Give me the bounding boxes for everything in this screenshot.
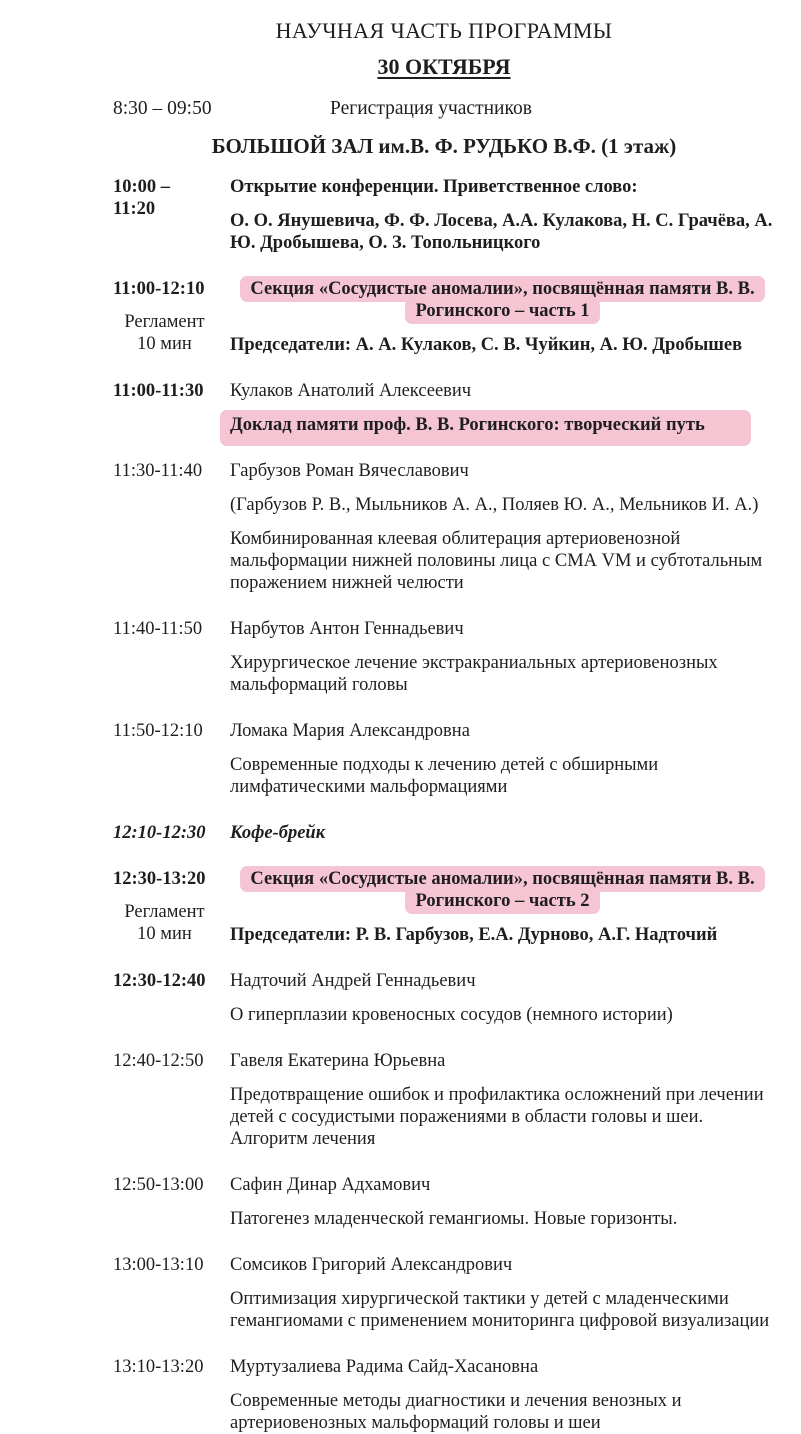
time-range: 12:10-12:30	[113, 823, 206, 843]
schedule-row	[113, 822, 775, 844]
session-title	[230, 278, 775, 322]
time-cell	[113, 822, 230, 844]
regulation-note: Регламент 10 мин	[124, 902, 205, 944]
time-range: 11:00-12:10	[113, 279, 205, 299]
content-cell	[230, 618, 775, 696]
time-cell	[113, 1356, 230, 1434]
content-cell	[230, 176, 775, 254]
hall-title: БОЛЬШОЙ ЗАЛ им.В. Ф. РУДЬКО В.Ф. (1 этаж)	[211, 134, 677, 158]
schedule-row	[113, 868, 775, 946]
time-range: 12:40-12:50	[113, 1051, 204, 1071]
time-range: 12:30-13:20	[113, 869, 206, 889]
talk-title: Хирургическое лечение экстракраниальных артериовенозных мальформаций головы	[230, 653, 718, 695]
time-range: 13:00-13:10	[113, 1255, 204, 1275]
speaker-name: Сафин Динар Адхамович	[230, 1175, 431, 1195]
content-cell	[230, 1174, 775, 1230]
registration-label: Регистрация участников	[330, 98, 532, 119]
schedule-row	[113, 970, 775, 1026]
talk-title: Комбинированная клеевая облитерация артериовенозной мальформации нижней половины лица с СМА VM и субтотальным поражением нижней челюсти	[230, 529, 763, 593]
schedule-row	[113, 176, 775, 254]
time-range: 11:40-11:50	[113, 619, 203, 639]
talk-title: Современные методы диагностики и лечения венозных и артериовенозных мальформаций головы и шеи	[230, 1391, 682, 1433]
talk-title-highlight: Доклад памяти проф. В. В. Рогинского: творческий путь	[220, 410, 751, 446]
content-cell	[230, 1254, 775, 1332]
time-cell	[113, 380, 230, 436]
talk-title: Оптимизация хирургической тактики у детей с младенческими гемангиомами с применением мониторинга цифровой визуализации	[230, 1289, 770, 1331]
speaker-name: Кулаков Анатолий Алексеевич	[230, 381, 472, 401]
authors: (Гарбузов Р. В., Мыльников А. А., Поляев Ю. А., Мельников И. А.)	[230, 495, 759, 515]
schedule-row	[113, 618, 775, 696]
session-title	[230, 868, 775, 912]
content-cell	[230, 1050, 775, 1150]
session-chairs: Председатели: Р. В. Гарбузов, Е.А. Дурново, А.Г. Надточий	[230, 925, 718, 945]
regulation-note: Регламент 10 мин	[124, 312, 205, 354]
time-range: 10:00 – 11:20	[113, 177, 171, 219]
session-title-highlight: Секция «Сосудистые аномалии», посвящённая памяти В. В. Рогинского – часть 1	[240, 276, 764, 324]
schedule-row	[113, 460, 775, 594]
session-chairs: Председатели: А. А. Кулаков, С. В. Чуйкин, А. Ю. Дробышев	[230, 335, 743, 355]
talk-title: О гиперплазии кровеносных сосудов (немного истории)	[230, 1005, 673, 1025]
time-cell	[113, 278, 230, 356]
time-cell	[113, 720, 230, 798]
time-cell	[113, 460, 230, 594]
talk-title: Предотвращение ошибок и профилактика осложнений при лечении детей с сосудистыми поражениями в области головы и шеи. Алгоритм лечения	[230, 1085, 764, 1149]
time-range: 12:30-12:40	[113, 971, 206, 991]
content-cell	[230, 970, 775, 1026]
schedule-row	[113, 720, 775, 798]
time-range: 12:50-13:00	[113, 1175, 204, 1195]
time-range: 11:50-12:10	[113, 721, 203, 741]
time-cell	[113, 1050, 230, 1150]
opening-speakers: О. О. Янушевича, Ф. Ф. Лосева, А.А. Кулакова, Н. С. Грачёва, А. Ю. Дробышева, О. З. Топольницкого	[230, 211, 773, 253]
speaker-name: Сомсиков Григорий Александрович	[230, 1255, 513, 1275]
speaker-name: Нарбутов Антон Геннадьевич	[230, 619, 464, 639]
talk-title	[230, 414, 775, 436]
time-cell	[113, 1174, 230, 1230]
schedule-row	[113, 1356, 775, 1434]
schedule-table	[113, 176, 775, 1434]
content-cell	[230, 868, 775, 946]
content-cell	[230, 278, 775, 356]
content-cell	[230, 720, 775, 798]
speaker-name: Гавеля Екатерина Юрьевна	[230, 1051, 446, 1071]
time-range: 13:10-13:20	[113, 1357, 204, 1377]
time-range: 11:30-11:40	[113, 461, 203, 481]
schedule-row	[113, 1050, 775, 1150]
content-cell	[230, 1356, 775, 1434]
content-cell	[230, 380, 775, 436]
time-cell	[113, 868, 230, 946]
time-cell	[113, 618, 230, 696]
date-text: 30 ОКТЯБРЯ	[377, 54, 511, 79]
time-range: 11:00-11:30	[113, 381, 204, 401]
coffee-break: Кофе-брейк	[230, 823, 326, 843]
time-cell	[113, 970, 230, 1026]
content-cell	[230, 460, 775, 594]
schedule-row	[113, 380, 775, 436]
page-title: НАУЧНАЯ ЧАСТЬ ПРОГРАММЫ	[275, 18, 613, 43]
date-heading	[113, 56, 775, 78]
content-cell	[230, 822, 775, 844]
opening-title: Открытие конференции. Приветственное слово:	[230, 177, 638, 197]
speaker-name: Муртузалиева Радима Сайд-Хасановна	[230, 1357, 539, 1377]
talk-title: Патогенез младенческой гемангиомы. Новые горизонты.	[230, 1209, 678, 1229]
speaker-name: Гарбузов Роман Вячеславович	[230, 461, 469, 481]
time-cell	[113, 1254, 230, 1332]
schedule-row	[113, 1254, 775, 1332]
registration-row	[113, 98, 775, 120]
schedule-row	[113, 1174, 775, 1230]
schedule-row	[113, 278, 775, 356]
time-cell	[113, 176, 230, 254]
session-title-highlight: Секция «Сосудистые аномалии», посвящённая памяти В. В. Рогинского – часть 2	[240, 866, 764, 914]
registration-time: 8:30 – 09:50	[113, 98, 212, 119]
talk-title: Современные подходы к лечению детей с обширными лимфатическими мальформациями	[230, 755, 659, 797]
speaker-name: Надточий Андрей Геннадьевич	[230, 971, 476, 991]
speaker-name: Ломака Мария Александровна	[230, 721, 470, 741]
